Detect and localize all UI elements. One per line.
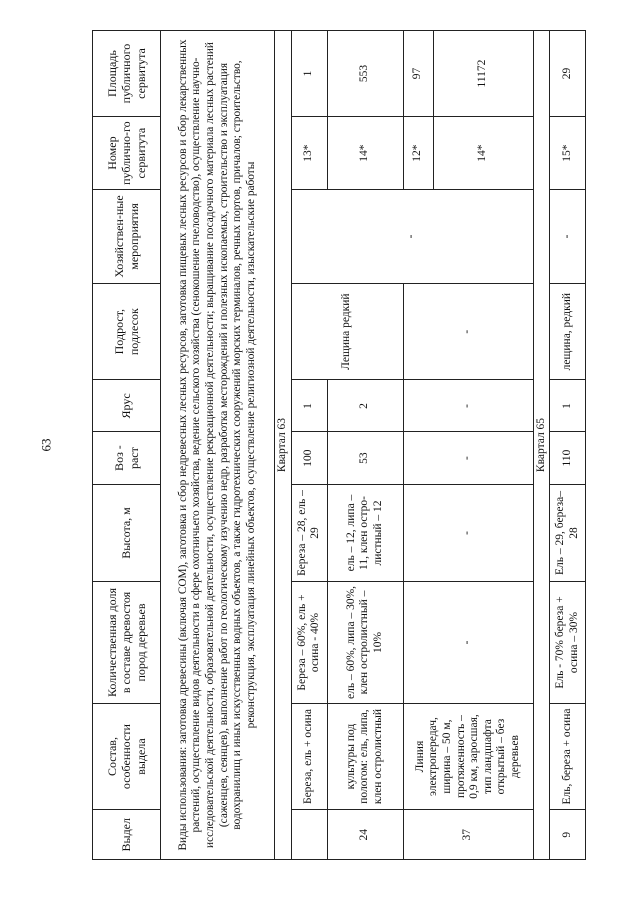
header-ploshchad: Площадь публичного сервитута <box>93 31 161 117</box>
quarter-row <box>275 31 292 860</box>
yarus-cell: 1 <box>550 380 586 432</box>
podrost-cell: - <box>403 283 533 379</box>
khoz-cell: - <box>550 190 586 284</box>
header-nomer: Номер публично-го сервитута <box>93 117 161 190</box>
ploshchad-cell: 1 <box>291 31 327 117</box>
header-vozrast: Воз - раст <box>93 432 161 484</box>
rotated-table-container <box>92 30 580 860</box>
vysota-cell: ель – 12, липа – 11, клен остро-листный – 12 <box>327 484 403 582</box>
vozrast-cell: - <box>403 432 533 484</box>
sostav-cell: Линия электропередач, ширина – 50 м, протяженность – 0,9 км, заросшая, тип ландшафта открытый – без деревьев <box>403 703 533 810</box>
yarus-cell: 1 <box>291 380 327 432</box>
vysota-cell: Ель – 29, береза– 28 <box>550 484 586 582</box>
vydel-cell <box>291 810 327 860</box>
khoz-cell: - <box>291 190 533 284</box>
table-row <box>291 31 327 860</box>
kolich-cell: Береза – 60%, ель + осина - 40% <box>291 582 327 703</box>
ploshchad-cell: 553 <box>327 31 403 117</box>
sostav-cell: Ель, береза + осина <box>550 703 586 810</box>
nomer-cell: 13* <box>291 117 327 190</box>
usage-text: Виды использования: заготовка древесины (включая СОМ), заготовка и сбор недревесных лесных ресурсов, заготовка пищевых лесных ресурсов и сбор лекарственных растений, осуществление видов деятельности в сфере охотничьего хозяйства, ведение сельского хозяйства (сенокошение пчеловодство), осуществление научно-исследовательской деятельности, образовательной деятельности, осуществление рекреационной деятельности; выращивание посадочного материала лесных растений (саженцев, сеянцев), выполнение работ по геологическому изучению недр, разработка месторождений и полезных ископаемых, строительство и эксплуатация водохранилищ и иных искусственных водных объектов, а также гидротехнических сооружений морских терминалов, речных портов, причалов; строительство, реконструкция, эксплуатация линейных объектов, осуществление религиозной деятельности, изыскательские работы <box>161 31 275 860</box>
nomer-cell: 12* <box>403 117 433 190</box>
yarus-cell: 2 <box>327 380 403 432</box>
header-yarus: Ярус <box>93 380 161 432</box>
forest-servitude-table <box>92 30 586 860</box>
sostav-cell: Береза, ель + осина <box>291 703 327 810</box>
vydel-cell: 24 <box>327 810 403 860</box>
quarter-65-heading: Квартал 65 <box>533 31 550 860</box>
kolich-cell: - <box>403 582 533 703</box>
vozrast-cell: 110 <box>550 432 586 484</box>
vysota-cell: - <box>403 484 533 582</box>
ploshchad-cell: 97 <box>403 31 433 117</box>
nomer-cell: 14* <box>327 117 403 190</box>
header-sostav: Состав, особенности выдела <box>93 703 161 810</box>
nomer-cell: 15* <box>550 117 586 190</box>
header-vysota: Высота, м <box>93 484 161 582</box>
quarter-63-heading: Квартал 63 <box>275 31 292 860</box>
sostav-cell: культуры под пологом: ель, липа, клен остролистный <box>327 703 403 810</box>
ploshchad-cell: 11172 <box>433 31 533 117</box>
table-row <box>550 31 586 860</box>
table-row <box>403 31 433 860</box>
header-khoz: Хозяйствен-ные мероприятия <box>93 190 161 284</box>
header-vydel: Выдел <box>93 810 161 860</box>
yarus-cell: - <box>403 380 533 432</box>
header-kolich: Количественная доля в составе древостоя пород деревьев <box>93 582 161 703</box>
ploshchad-cell: 29 <box>550 31 586 117</box>
nomer-cell: 14* <box>433 117 533 190</box>
kolich-cell: ель – 60%, липа – 30%, клен остролистный – 10% <box>327 582 403 703</box>
podrost-cell: Лещина редкий <box>291 283 403 379</box>
vysota-cell: Береза – 28, ель – 29 <box>291 484 327 582</box>
vydel-cell: 37 <box>403 810 533 860</box>
quarter-row <box>533 31 550 860</box>
kolich-cell: Ель - 70% береза + осина – 30% <box>550 582 586 703</box>
podrost-cell: лещина, редкий <box>550 283 586 379</box>
page-number: 63 <box>38 438 54 452</box>
header-podrost: Подрост, подлесок <box>93 283 161 379</box>
vozrast-cell: 100 <box>291 432 327 484</box>
vydel-cell: 9 <box>550 810 586 860</box>
vozrast-cell: 53 <box>327 432 403 484</box>
usage-row <box>161 31 275 860</box>
header-row <box>93 31 161 860</box>
table-row <box>327 31 403 860</box>
